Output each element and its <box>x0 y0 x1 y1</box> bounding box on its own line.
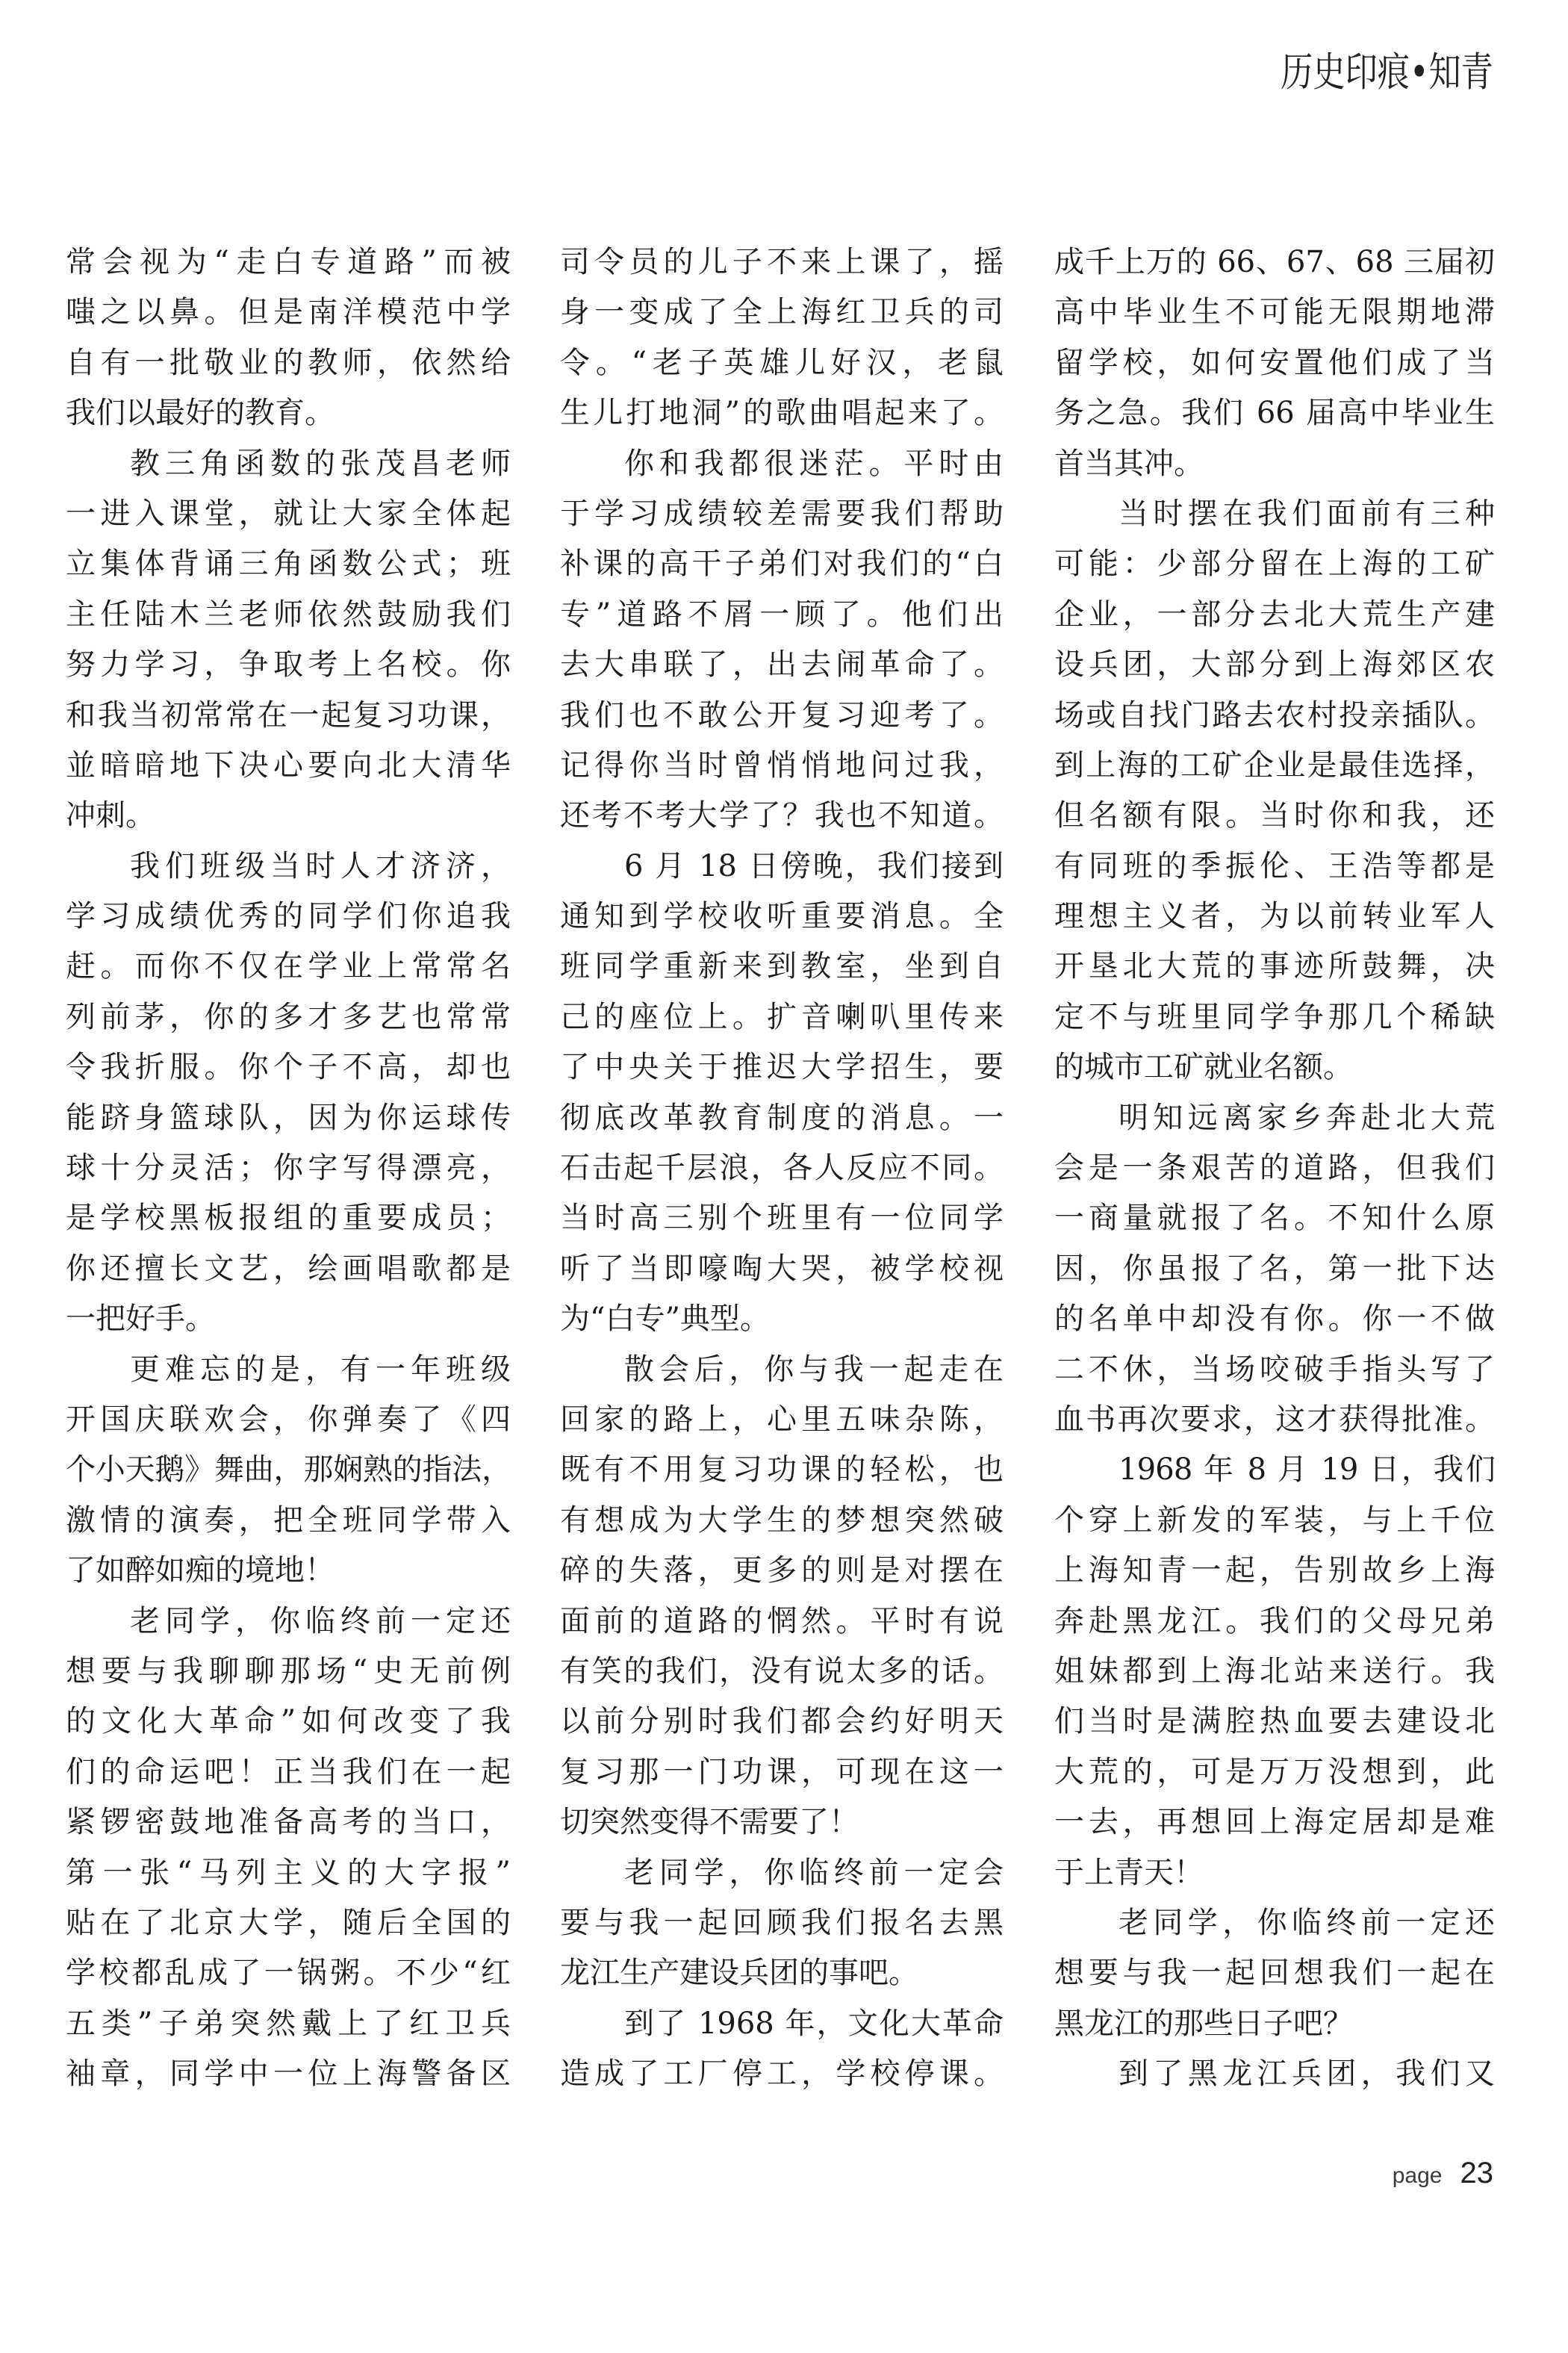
text-line: 我们以最好的教育。 <box>66 396 335 431</box>
page-footer <box>1393 2157 1493 2190</box>
text-line: 血书再次要求，这才获得批准。 <box>1054 1402 1495 1437</box>
text-line: 6 月 18 日傍晚，我们接到 <box>624 848 1004 883</box>
text-line: 设兵团，大部分到上海郊区农 <box>1054 647 1495 683</box>
text-line: 大荒的，可是万万没想到，此 <box>1054 1754 1495 1789</box>
text-line: 你和我都很迷茫。平时由 <box>624 446 1004 481</box>
text-line: 学习成绩优秀的同学们你追我 <box>66 899 511 934</box>
text-line: 因，你虽报了名，第一批下达 <box>1054 1251 1495 1286</box>
paragraph <box>560 1848 1004 1999</box>
text-line: 能跻身篮球队，因为你运球传 <box>66 1100 511 1135</box>
text-line: 是学校黑板报组的重要成员； <box>66 1201 511 1236</box>
paragraph <box>66 1345 511 1597</box>
text-line: 紧锣密鼓地准备高考的当口， <box>66 1805 511 1840</box>
text-line: 为“白专”典型。 <box>560 1302 770 1337</box>
text-line: 二不休，当场咬破手指头写了 <box>1054 1352 1495 1387</box>
text-line: 以前分别时我们都会约好明天 <box>560 1704 1004 1739</box>
text-line: 到了黑龙江兵团，我们又 <box>1119 2057 1495 2092</box>
text-line: 彻底改革教育制度的消息。一 <box>560 1100 1004 1135</box>
text-line: 老同学，你临终前一定还 <box>130 1603 511 1638</box>
text-line: 务之急。我们 66 届高中毕业生 <box>1054 396 1495 431</box>
text-line: 自有一批敬业的教师，依然给 <box>66 345 511 380</box>
text-line: 散会后，你与我一起走在 <box>624 1352 1004 1387</box>
text-line: 1968 年 8 月 19 日，我们 <box>1119 1452 1495 1488</box>
text-line: 碎的失落，更多的则是对摆在 <box>560 1553 1004 1588</box>
text-line: 既有不用复习功课的轻松，也 <box>560 1452 1004 1488</box>
text-line: 理想主义者，为以前转业军人 <box>1054 899 1495 934</box>
text-line: 的文化大革命”如何改变了我 <box>66 1704 511 1739</box>
text-line: 生儿打地洞”的歌曲唱起来了。 <box>560 396 1004 431</box>
paragraph <box>560 842 1004 1345</box>
text-line: 要与我一起回顾我们报名去黑 <box>560 1905 1004 1940</box>
paragraph <box>1054 1898 1495 2049</box>
section-header <box>1281 49 1493 96</box>
text-column-2 <box>560 237 1004 2099</box>
paragraph <box>66 842 511 1345</box>
text-line: 激情的演奏，把全班同学带入 <box>66 1502 511 1538</box>
text-line: 五类”子弟突然戴上了红卫兵 <box>66 2006 511 2041</box>
text-line: 切突然变得不需要了！ <box>560 1805 859 1840</box>
text-line: 造成了工厂停工，学校停课。 <box>560 2057 1004 2092</box>
text-line: 贴在了北京大学，随后全国的 <box>66 1905 511 1940</box>
text-line: 当时高三别个班里有一位同学 <box>560 1201 1004 1236</box>
text-line: 明知远离家乡奔赴北大荒 <box>1119 1100 1495 1135</box>
text-column-1 <box>66 237 511 2099</box>
paragraph <box>560 237 1004 439</box>
text-line: 教三角函数的张茂昌老师 <box>130 446 511 481</box>
text-line: 们的命运吧！正当我们在一起 <box>66 1754 511 1789</box>
paragraph <box>66 1597 511 2100</box>
paragraph <box>1054 489 1495 1093</box>
text-line: 姐妹都到上海北站来送行。我 <box>1054 1653 1495 1688</box>
section-title: 历史印痕•知青 <box>1281 49 1493 96</box>
text-line: 和我当初常常在一起复习功课， <box>66 697 511 733</box>
text-line: 个小天鹅》舞曲，那娴熟的指法， <box>66 1452 511 1488</box>
paragraph <box>560 1345 1004 1848</box>
text-line: 袖章，同学中一位上海警备区 <box>66 2057 511 2092</box>
text-line: 黑龙江的那些日子吧？ <box>1054 2006 1353 2041</box>
text-line: 学校都乱成了一锅粥。不少“红 <box>66 1956 511 1991</box>
text-line: 我们也不敢公开复习迎考了。 <box>560 697 1004 733</box>
text-line: 身一变成了全上海红卫兵的司 <box>560 295 1004 330</box>
text-line: 还考不考大学了？我也不知道。 <box>560 798 1004 833</box>
text-line: 石击起千层浪，各人反应不同。 <box>560 1151 1004 1186</box>
text-line: 的名单中却没有你。你一不做 <box>1054 1302 1495 1337</box>
paragraph <box>1054 2049 1495 2099</box>
text-line: 上海知青一起，告别故乡上海 <box>1054 1553 1495 1588</box>
text-line: 第一张“马列主义的大字报” <box>66 1855 511 1890</box>
text-line: 龙江生产建设兵团的事吧。 <box>560 1956 918 1991</box>
text-line: 会是一条艰苦的道路，但我们 <box>1054 1151 1495 1186</box>
text-line: 了如醉如痴的境地！ <box>66 1553 335 1588</box>
text-line: 一商量就报了名。不知什么原 <box>1054 1201 1495 1236</box>
text-line: 定不与班里同学争那几个稀缺 <box>1054 999 1495 1034</box>
paragraph <box>560 1999 1004 2100</box>
text-line: 但名额有限。当时你和我，还 <box>1054 798 1495 833</box>
text-line: 听了当即嚎啕大哭，被学校视 <box>560 1251 1004 1286</box>
text-line: 专”道路不屑一顾了。他们出 <box>560 597 1004 632</box>
text-line: 我们班级当时人才济济， <box>130 848 511 883</box>
text-line: 于学习成绩较差需要我们帮助 <box>560 496 1004 531</box>
text-line: 一进入课堂，就让大家全体起 <box>66 496 511 531</box>
text-line: 你还擅长文艺，绘画唱歌都是 <box>66 1251 511 1286</box>
text-line: 面前的道路的惘然。平时有说 <box>560 1603 1004 1638</box>
paragraph <box>1054 237 1495 489</box>
text-line: 们当时是满腔热血要去建设北 <box>1054 1704 1495 1739</box>
text-line: 高中毕业生不可能无限期地滞 <box>1054 295 1495 330</box>
text-line: 开国庆联欢会，你弹奏了《四 <box>66 1402 511 1437</box>
text-line: 回家的路上，心里五味杂陈， <box>560 1402 1004 1437</box>
text-line: 当时摆在我们面前有三种 <box>1119 496 1495 531</box>
paragraph <box>66 237 511 439</box>
text-line: 成千上万的 66、67、68 三届初 <box>1054 245 1495 279</box>
text-line: 令。“老子英雄儿好汉，老鼠 <box>560 345 1004 380</box>
text-line: 的城市工矿就业名额。 <box>1054 1050 1353 1085</box>
text-line: 主任陆木兰老师依然鼓励我们 <box>66 597 511 632</box>
text-line: 想要与我聊聊那场“史无前例 <box>66 1653 511 1688</box>
text-line: 班同学重新来到教室，坐到自 <box>560 949 1004 984</box>
text-line: 可能：少部分留在上海的工矿 <box>1054 547 1495 582</box>
text-line: 有同班的季振伦、王浩等都是 <box>1054 848 1495 883</box>
text-line: 于上青天！ <box>1054 1855 1204 1890</box>
text-line: 记得你当时曾悄悄地问过我， <box>560 747 1004 783</box>
text-line: 努力学习，争取考上名校。你 <box>66 647 511 683</box>
text-line: 通知到学校收听重要消息。全 <box>560 899 1004 934</box>
text-line: 复习那一门功课，可现在这一 <box>560 1754 1004 1789</box>
text-line: 老同学，你临终前一定会 <box>624 1855 1004 1890</box>
page-number: 23 <box>1460 2157 1493 2189</box>
text-line: 了中央关于推迟大学招生，要 <box>560 1050 1004 1085</box>
text-line: 留学校，如何安置他们成了当 <box>1054 345 1495 380</box>
text-line: 冲刺。 <box>66 798 155 833</box>
page-label: page <box>1392 2163 1443 2188</box>
text-line: 开垦北大荒的事迹所鼓舞，决 <box>1054 949 1495 984</box>
text-line: 想要与我一起回想我们一起在 <box>1054 1956 1495 1991</box>
text-line: 並暗暗地下决心要向北大清华 <box>66 747 511 783</box>
text-line: 更难忘的是，有一年班级 <box>130 1352 511 1387</box>
text-line: 一去，再想回上海定居却是难 <box>1054 1805 1495 1840</box>
text-line: 球十分灵活；你字写得漂亮， <box>66 1151 511 1186</box>
paragraph <box>1054 1093 1495 1446</box>
text-line: 有想成为大学生的梦想突然破 <box>560 1502 1004 1538</box>
text-line: 到上海的工矿企业是最佳选择， <box>1054 747 1495 783</box>
text-line: 常会视为“走白专道路”而被 <box>66 245 511 279</box>
text-line: 嗤之以鼻。但是南洋模范中学 <box>66 295 511 330</box>
text-line: 到了 1968 年，文化大革命 <box>624 2006 1004 2041</box>
paragraph <box>1054 1445 1495 1898</box>
paragraph <box>560 439 1004 842</box>
text-line: 立集体背诵三角函数公式；班 <box>66 547 511 582</box>
text-line: 一把好手。 <box>66 1302 215 1337</box>
text-line: 个穿上新发的军装，与上千位 <box>1054 1502 1495 1538</box>
text-line: 首当其冲。 <box>1054 446 1204 481</box>
text-line: 司令员的儿子不来上课了，摇 <box>560 245 1004 279</box>
text-line: 奔赴黑龙江。我们的父母兄弟 <box>1054 1603 1495 1638</box>
text-line: 老同学，你临终前一定还 <box>1119 1905 1495 1940</box>
text-line: 赶。而你不仅在学业上常常名 <box>66 949 511 984</box>
text-line: 有笑的我们，没有说太多的话。 <box>560 1653 1004 1688</box>
text-line: 场或自找门路去农村投亲插队。 <box>1054 697 1495 733</box>
text-line: 去大串联了，出去闹革命了。 <box>560 647 1004 683</box>
text-column-3 <box>1054 237 1495 2099</box>
text-line: 列前茅，你的多才多艺也常常 <box>66 999 511 1034</box>
text-line: 企业，一部分去北大荒生产建 <box>1054 597 1495 632</box>
text-line: 补课的高干子弟们对我们的“白 <box>560 547 1004 582</box>
text-line: 令我折服。你个子不高，却也 <box>66 1050 511 1085</box>
paragraph <box>66 439 511 842</box>
text-line: 己的座位上。扩音喇叭里传来 <box>560 999 1004 1034</box>
